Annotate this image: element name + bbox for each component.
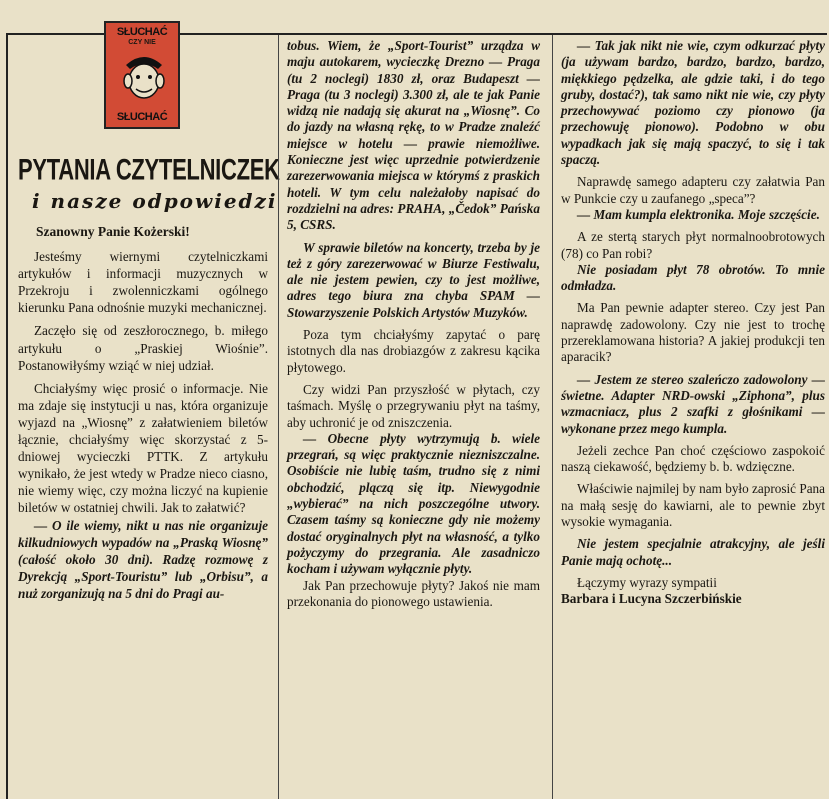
- paragraph: Jesteśmy wiernymi czytelniczkami artykułów i informacji muzycznych w Przekroju i zwolenniczkami ogólnego kierunku Pana odnośnie muzyki mechanicznej.: [18, 249, 268, 316]
- paragraph: Poza tym chciałyśmy zapytać o parę istotnych dla nas drobiazgów z zakresu kącika płytowego.: [287, 327, 540, 375]
- article-page: [6, 26, 827, 799]
- answer-paragraph: — Obecne płyty wytrzymują b. wiele przegrań, są więc praktycznie niezniszczalne. Osobiście nie lubię taśm, trudno się z nimi obchodzić, plączą się itp. Niewygodnie „wybierać” na nich poszczególne utwory. Czasem taśmy są konieczne gdy nie możemy dostać oryginalnych płyt na własność, a tylko pożyczymy do przegrania. Ale zasadniczo kocham i używam wyłącznie płyty.: [287, 430, 540, 577]
- answer-paragraph: — Mam kumpla elektronika. Moje szczęście.: [577, 206, 820, 222]
- answer-paragraph: W sprawie biletów na koncerty, trzeba by je też z góry zarezerwować w Biurze Festiwalu, ale nie jestem pewien, czy to jest możliwe, adres tego biura zna chyba SPAM — Stowarzyszenie Polskich Artystów Muzyków.: [287, 239, 540, 320]
- paragraph: Jeżeli zechce Pan choć częściowo zaspokoić naszą ciekawość, będziemy b. b. wdzięczne.: [561, 442, 825, 475]
- listener-face-icon: [122, 51, 166, 101]
- paragraph: Jak Pan przechowuje płyty? Jakoś nie mam przekonania do pionowego ustawienia.: [287, 577, 540, 609]
- answer-paragraph: tobus. Wiem, że „Sport-Tourist” urządza w maju autokarem, wycieczkę Drezno — Praga (tu 2 noclegi) 1830 zł, oraz Budapeszt — Praga (tu 3 noclegi) 3.300 zł, ale te jak Panie widzą nie nadają się akurat na „Wiosnę”. Co do jazdy na własną rękę, to w Pradze znaleźć miejsce w hotelu — prawie niemożliwe. Konieczne jest więc uprzednie potwierdzenie zarezerwowania miejsca w którymś z praskich hoteli. W tym celu należałoby napisać do rozdzielni na adres: PRAHA, „Čedok” Pańska 5, CSRS.: [287, 38, 540, 233]
- article-subheading: i nasze odpowiedzi: [32, 189, 278, 213]
- logo-top-text: SŁUCHAĆ: [116, 26, 168, 38]
- salutation: Szanowny Panie Kożerski!: [36, 224, 190, 239]
- answer-paragraph: — Tak jak nikt nie wie, czym odkurzać płyty (ja używam bardzo, bardzo, bardzo, bardzo, miękkiego pędzelka, ale gdzie taki, i do tego gruby, dostać?), tak samo nikt nie wie, czy płyty przechowywać poziomo czy pionowo (ja przechowuję pionowo). Podobno w obu wypadkach jak się mają spaczyć, to się i tak spaczą.: [561, 38, 825, 168]
- listen-logo: [104, 21, 180, 129]
- paragraph: Ma Pan pewnie adapter stereo. Czy jest Pan naprawdę zadowolony. Czy nie jest to trochę przereklamowana historia? A jakiej produkcji ten aparacik?: [561, 300, 825, 365]
- column-logo: [104, 26, 180, 145]
- answer-paragraph: — Jestem ze stereo szaleńczo zadowolony — świetne. Adapter NRD-owski „Ziphona”, plus wzmacniacz, plus 2 szafki z głośnikami — wykonane przez mego kumpla.: [561, 371, 825, 436]
- answer-paragraph: Nie posiadam płyt 78 obrotów. To mnie odmładza.: [561, 261, 825, 294]
- answer-paragraph: — O ile wiemy, nikt u nas nie organizuje kilkudniowych wypadów na „Praską Wiosnę” (całość około 30 dni). Radzę rozmowę z Dyrekcją „Sport-Touristu” lub „Orbisu”, a nuż zorganizują na 5 dni do Pragi au-: [18, 517, 268, 601]
- paragraph: Zaczęło się od zeszłorocznego, b. miłego artykułu o „Praskiej Wiośnie”. Postanowiłyśmy wziąć w niej udział.: [18, 323, 268, 373]
- answer-paragraph: Nie jestem specjalnie atrakcyjny, ale jeśli Panie mają ochotę...: [561, 536, 825, 568]
- column-1: [8, 26, 280, 799]
- logo-bottom-text: SŁUCHAĆ: [116, 111, 168, 123]
- column-2: [278, 35, 548, 799]
- logo-middle-text: CZY NIE: [128, 39, 156, 46]
- column-3: [552, 35, 829, 799]
- paragraph: Czy widzi Pan przyszłość w płytach, czy taśmach. Myślę o przegrywaniu płyt na taśmy, aby uchronić je od zniszczenia.: [287, 381, 540, 430]
- paragraph: Naprawdę samego adapteru czy załatwia Pan w Punkcie czy u zaufanego „speca”?: [561, 174, 825, 206]
- article-heading: PYTANIA CZYTELNICZEK: [18, 152, 280, 187]
- closing-line: Łączymy wyrazy sympatii: [577, 574, 717, 590]
- paragraph: Chciałyśmy więc prosić o informacje. Nie ma zdaje się instytucji u nas, która organizuje wyjazd na „Wiosnę” z załatwieniem biletów łącznie, chciałyśmy więc skorzystać z 5-dniowej wycieczki PTTK. Z artykułu wynikało, że jest wtedy w Pradze nieco ciasno, nie wiemy więc, czy można liczyć na kupienie biletów w ostatniej chwili. Jak to załatwić?: [18, 380, 268, 516]
- paragraph: A ze stertą starych płyt normalnoobrotowych (78) co Pan robi?: [561, 229, 825, 261]
- signature: Barbara i Lucyna Szczerbińskie: [561, 591, 742, 607]
- paragraph: Właściwie najmilej by nam było zaprosić Pana na małą sesję do kawiarni, ale to pewnie zbyt wysokie wymagania.: [561, 481, 825, 530]
